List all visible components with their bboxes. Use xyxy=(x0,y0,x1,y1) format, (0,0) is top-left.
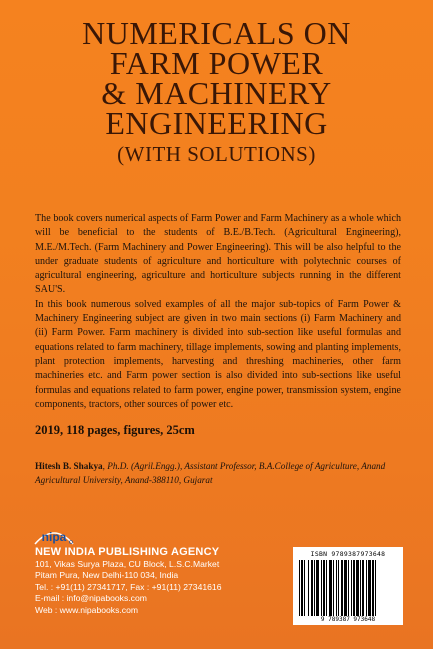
publisher-info xyxy=(35,545,265,616)
book-publication-info: 2019, 118 pages, figures, 25cm xyxy=(35,423,195,437)
barcode-bar xyxy=(351,560,352,616)
publisher-email: E-mail : info@nipabooks.com xyxy=(35,593,147,604)
author-details: , Ph.D. (Agril.Engg.), Assistant Professor, B.A.College of Agriculture, Anand Agricultural University, Anand-388110, Gujarat xyxy=(35,461,386,485)
barcode-bar xyxy=(375,560,376,616)
barcode-bar xyxy=(344,560,347,616)
title-line-1: NUMERICALS ON xyxy=(82,15,351,51)
publisher-address-1: 101, Vikas Surya Plaza, CU Block, L.S.C.Market xyxy=(35,559,220,569)
publisher-website: Web : www.nipabooks.com xyxy=(35,604,139,615)
barcode-bar xyxy=(314,560,315,616)
barcode-bar xyxy=(311,560,313,616)
barcode-bar xyxy=(308,560,309,616)
barcode-bar xyxy=(360,560,361,616)
isbn-barcode xyxy=(293,547,403,625)
barcode-bar xyxy=(356,560,359,616)
barcode-bar xyxy=(304,560,305,616)
book-subtitle: (WITH SOLUTIONS) xyxy=(117,142,316,166)
barcode-bar xyxy=(368,560,371,616)
title-line-3: & MACHINERY xyxy=(101,75,332,111)
barcode-bar xyxy=(323,560,325,616)
title-line-2: FARM POWER xyxy=(109,45,324,81)
barcode-digits: 9 789387 973648 xyxy=(320,616,376,623)
publisher-name: NEW INDIA PUBLISHING AGENCY xyxy=(35,546,220,558)
barcode-bar xyxy=(299,560,300,616)
description-paragraph-1: The book covers numerical aspects of Farm Power and Farm Machinery as a whole which will be beneficial to the students of B.E./B.Tech. (Agricultural Engineering), M.E./M.Tech. (Farm Machinery and Power Engineering). This will be also helpful to the under graduate students of agriculture and horticulture with polytechnic courses of agricultural engineering, agriculture and horticulture subjects running in the different SAU'S. xyxy=(35,213,401,296)
author-name: Hitesh B. Shakya xyxy=(35,461,103,471)
barcode-bar xyxy=(316,560,319,616)
barcode-bar xyxy=(372,560,374,616)
book-description xyxy=(35,212,401,412)
barcode-bar xyxy=(326,560,327,616)
author-info xyxy=(35,460,407,487)
nipa-logo xyxy=(33,520,75,546)
logo-text: nipa xyxy=(41,530,67,544)
barcode-bars xyxy=(299,560,397,616)
barcode-bar xyxy=(366,560,367,616)
isbn-label: ISBN 9789387973648 xyxy=(310,550,386,558)
barcode-bar xyxy=(348,560,349,616)
barcode-bar xyxy=(321,560,322,616)
barcode-bar xyxy=(353,560,355,616)
barcode-bar xyxy=(338,560,339,616)
barcode-bar xyxy=(336,560,337,616)
barcode-bar xyxy=(329,560,332,616)
barcode-bar xyxy=(362,560,364,616)
barcode-bar xyxy=(301,560,303,616)
publisher-address-2: Pitam Pura, New Delhi-110 034, India xyxy=(35,570,179,581)
publisher-phone: Tel. : +91(11) 27341717, Fax : +91(11) 27341616 xyxy=(35,581,222,592)
barcode-bar xyxy=(333,560,334,616)
barcode-bar xyxy=(341,560,343,616)
book-title xyxy=(0,15,433,166)
title-line-4: ENGINEERING xyxy=(105,105,328,141)
description-paragraph-2: In this book numerous solved examples of all the major sub-topics of Farm Power & Machinery Engineering subject are given in two main sections (i) Farm Machinery and (ii) Farm Power. Farm machinery is divided into sub-section like useful formulas and equations related to farm machinery, tillage implements, sowing and planting implements, plant protection implements, harvesting and threshing machineries, other farm machineries etc. and Farm power section is also divided into sub-sections like useful formulas and equations related to farm power, engine power, transmission system, engine components, tractors, other sources of power etc. xyxy=(35,298,401,410)
